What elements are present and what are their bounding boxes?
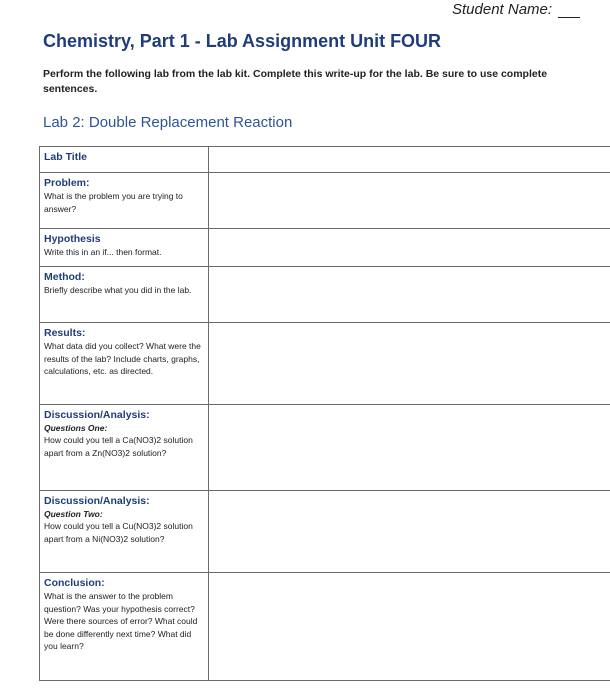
table-row-lab-title (40, 147, 610, 173)
row-description: Briefly describe what you did in the lab. (44, 285, 192, 295)
row-label-cell (40, 573, 209, 681)
row-heading: Hypothesis (44, 233, 101, 245)
row-description: How could you tell a Ca(NO3)2 solution apart from a Zn(NO3)2 solution? (44, 435, 193, 458)
answer-cell-conclusion[interactable] (209, 573, 610, 681)
row-label-cell (40, 267, 209, 323)
row-label-cell (40, 405, 209, 491)
row-heading: Results: (44, 327, 86, 339)
row-heading: Method: (44, 271, 85, 283)
row-heading: Discussion/Analysis: (44, 495, 150, 507)
row-description: How could you tell a Cu(NO3)2 solution apart from a Ni(NO3)2 solution? (44, 521, 193, 544)
row-description: What is the problem you are trying to answer? (44, 191, 183, 214)
table-row-method (40, 267, 610, 323)
answer-cell-results[interactable] (209, 323, 610, 405)
instructions-text: Perform the following lab from the lab kit. Complete this write-up for the lab. Be sure to use complete sentences. (43, 68, 548, 95)
row-label-cell (40, 323, 209, 405)
row-subheading: Question Two: (44, 509, 103, 519)
page-title: Chemistry, Part 1 - Lab Assignment Unit FOUR (43, 31, 442, 51)
lab-subtitle: Lab 2: Double Replacement Reaction (43, 114, 293, 131)
answer-cell-lab-title[interactable] (209, 147, 610, 173)
student-name-line[interactable] (558, 3, 580, 18)
answer-cell-discussion-two[interactable] (209, 491, 610, 573)
row-heading: Lab Title (44, 151, 87, 163)
row-label-cell (40, 173, 209, 229)
answer-cell-discussion-one[interactable] (209, 405, 610, 491)
row-label-cell (40, 147, 209, 173)
answer-cell-problem[interactable] (209, 173, 610, 229)
row-heading: Conclusion: (44, 577, 105, 589)
student-name-label: Student Name: (452, 1, 553, 18)
row-label-cell (40, 229, 209, 267)
row-description: What is the answer to the problem question? Was your hypothesis correct? Were there sources of error? What could be done differently next time? What did you learn? (44, 591, 198, 651)
answer-cell-hypothesis[interactable] (209, 229, 610, 267)
row-description: Write this in an if... then format. (44, 247, 162, 257)
lab-writeup-table (39, 146, 610, 681)
table-row-hypothesis (40, 229, 610, 267)
row-subheading: Questions One: (44, 423, 108, 433)
row-heading: Discussion/Analysis: (44, 409, 150, 421)
row-description: What data did you collect? What were the results of the lab? Include charts, graphs, calculations, etc. as directed. (44, 341, 201, 376)
table-row-conclusion (40, 573, 610, 681)
row-label-cell (40, 491, 209, 573)
table-row-discussion-one (40, 405, 610, 491)
table-row-problem (40, 173, 610, 229)
row-heading: Problem: (44, 177, 90, 189)
table-row-discussion-two (40, 491, 610, 573)
answer-cell-method[interactable] (209, 267, 610, 323)
table-row-results (40, 323, 610, 405)
student-name-field[interactable] (452, 1, 580, 18)
